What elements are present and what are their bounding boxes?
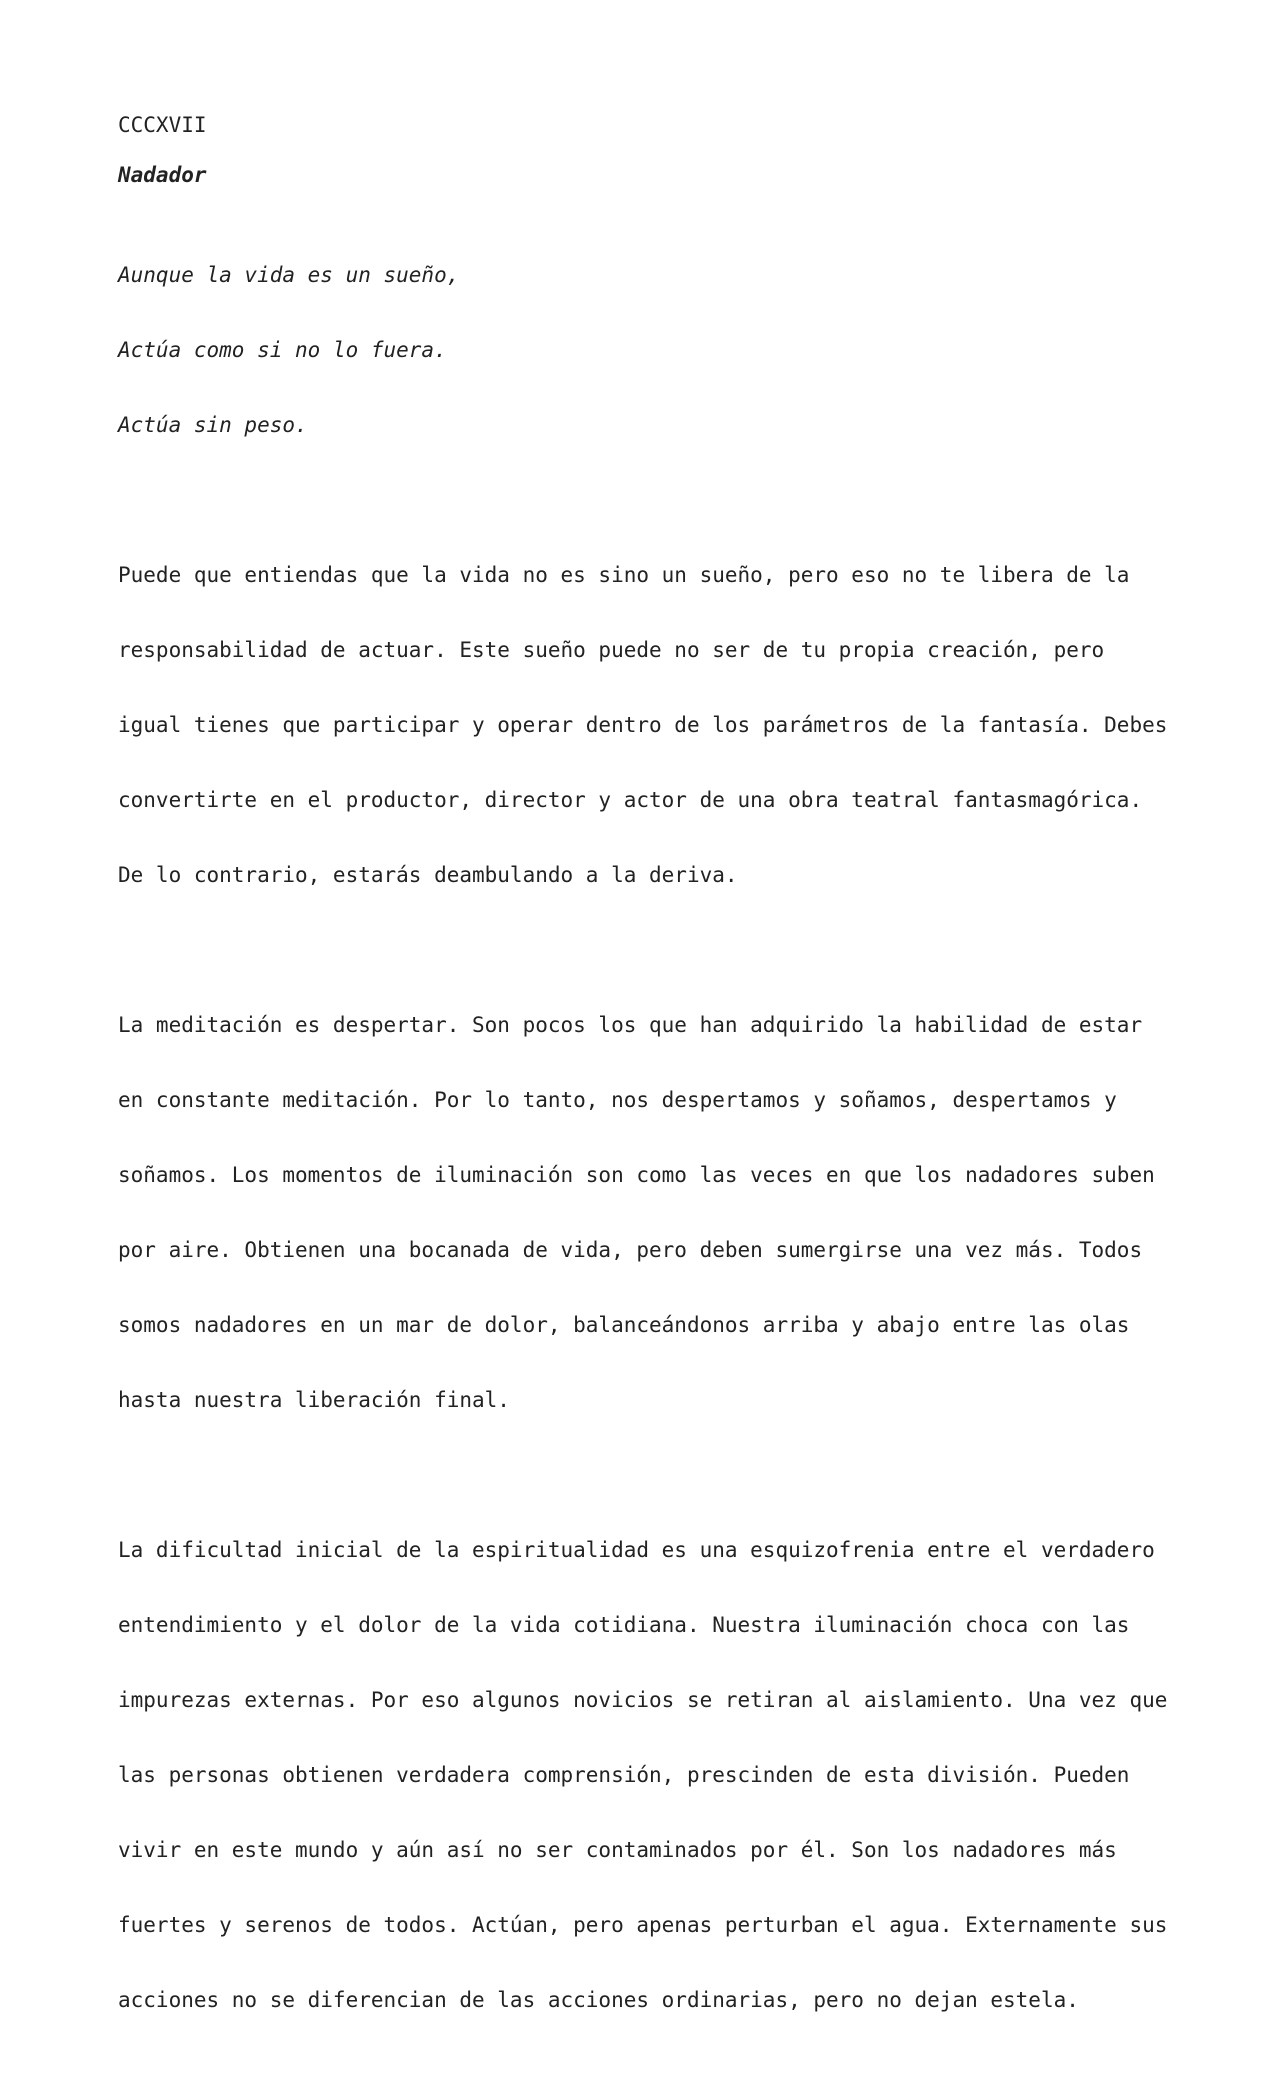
- paragraph-line: vivir en este mundo y aún así no ser contaminados por él. Son los nadadores más: [118, 1838, 1117, 1862]
- paragraph-line: somos nadadores en un mar de dolor, balanceándonos arriba y abajo entre las olas: [118, 1313, 1130, 1337]
- paragraph-line: por aire. Obtienen una bocanada de vida, pero deben sumergirse una vez más. Todos: [118, 1238, 1143, 1262]
- paragraph-line: De lo contrario, estarás deambulando a la deriva.: [118, 863, 738, 887]
- paragraph-3: [118, 1488, 1218, 2063]
- paragraph-2: [118, 963, 1218, 1463]
- paragraph-line: soñamos. Los momentos de iluminación son como las veces en que los nadadores suben: [118, 1163, 1155, 1187]
- chapter-title: Nadador: [118, 163, 207, 187]
- epigraph-line: Aunque la vida es un sueño,: [118, 263, 460, 287]
- paragraph-line: en constante meditación. Por lo tanto, nos despertamos y soñamos, despertamos y: [118, 1088, 1117, 1112]
- paragraph-line: igual tienes que participar y operar dentro de los parámetros de la fantasía. Debes: [118, 713, 1168, 737]
- paragraph-line: entendimiento y el dolor de la vida cotidiana. Nuestra iluminación choca con las: [118, 1613, 1130, 1637]
- chapter-number: CCCXVII: [118, 113, 207, 137]
- paragraph-line: acciones no se diferencian de las acciones ordinarias, pero no dejan estela.: [118, 1988, 1079, 2012]
- paragraph-line: fuertes y serenos de todos. Actúan, pero apenas perturban el agua. Externamente sus: [118, 1913, 1168, 1937]
- paragraph-1: [118, 513, 1218, 938]
- paragraph-line: Puede que entiendas que la vida no es sino un sueño, pero eso no te libera de la: [118, 563, 1130, 587]
- paragraph-line: las personas obtienen verdadera comprensión, prescinden de esta división. Pueden: [118, 1763, 1130, 1787]
- paragraph-line: La meditación es despertar. Son pocos los que han adquirido la habilidad de estar: [118, 1013, 1143, 1037]
- paragraph-line: convertirte en el productor, director y actor de una obra teatral fantasmagórica.: [118, 788, 1143, 812]
- paragraph-line: hasta nuestra liberación final.: [118, 1388, 510, 1412]
- epigraph: [118, 213, 1218, 488]
- paragraph-line: La dificultad inicial de la espiritualidad es una esquizofrenia entre el verdadero: [118, 1538, 1155, 1562]
- paragraph-line: impurezas externas. Por eso algunos novicios se retiran al aislamiento. Una vez que: [118, 1688, 1168, 1712]
- epigraph-line: Actúa sin peso.: [118, 413, 308, 437]
- epigraph-line: Actúa como si no lo fuera.: [118, 338, 447, 362]
- paragraph-line: responsabilidad de actuar. Este sueño puede no ser de tu propia creación, pero: [118, 638, 1105, 662]
- document-page: [118, 113, 1218, 2088]
